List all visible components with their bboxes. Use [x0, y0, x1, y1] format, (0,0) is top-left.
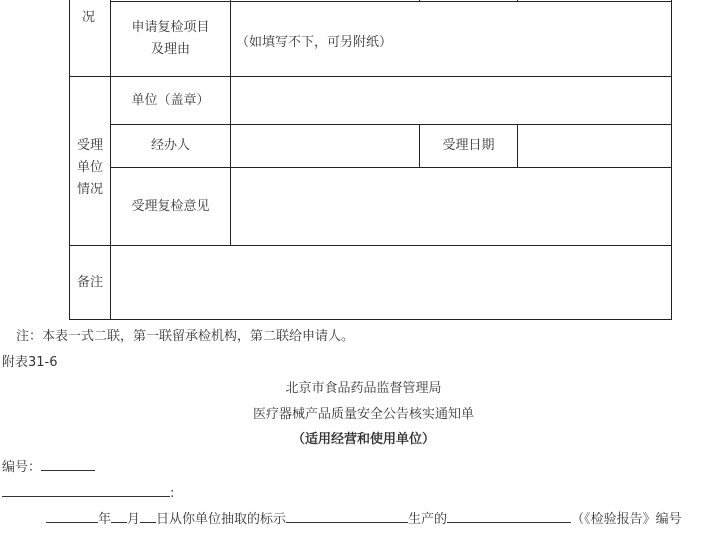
recheck-items-label-line1: 申请复检项目 [131, 20, 210, 35]
produced-text: 生产的 [408, 512, 448, 527]
notice-body-line [46, 508, 682, 527]
recheck-items-label-line2: 及理由 [150, 42, 190, 57]
number-field[interactable] [41, 456, 95, 471]
recheck-items-label [111, 14, 230, 64]
day-field[interactable] [140, 508, 156, 523]
unit-seal-field[interactable] [231, 78, 671, 124]
day-text: 日从你单位抽取的标示 [156, 512, 287, 527]
recheck-items-hint: （如填写不下，可另附纸） [236, 35, 393, 50]
labeled-product-field[interactable] [286, 508, 408, 523]
year-field[interactable] [46, 508, 98, 523]
remarks-label: 备注 [76, 274, 103, 290]
month-field[interactable] [111, 508, 127, 523]
recipient-colon: : [170, 486, 175, 501]
report-number-text: （《检验报告》编号 [571, 512, 682, 527]
section-label-line3: 情况 [76, 182, 103, 197]
remarks-field[interactable] [111, 246, 671, 319]
acceptance-section-label [70, 124, 110, 212]
acceptance-date-label: 受理日期 [442, 138, 495, 153]
acceptance-date-field[interactable] [518, 125, 671, 167]
recipient-field[interactable] [2, 482, 170, 497]
table-note: 注：本表一式二联，第一联留承检机构，第二联给申请人。 [16, 329, 355, 344]
month-label: 月 [127, 512, 141, 527]
notice-title: 医疗器械产品质量安全公告核实通知单 [252, 407, 474, 422]
recheck-opinion-field[interactable] [231, 168, 671, 245]
notice-subtitle: （适用经营和使用单位） [291, 432, 435, 447]
section-label-line2: 单位 [76, 160, 103, 175]
recipient-row [2, 482, 174, 501]
unit-seal-label: 单位（盖章） [131, 92, 210, 108]
handler-label: 经办人 [150, 138, 190, 153]
year-label: 年 [98, 512, 112, 527]
product-name-field[interactable] [447, 508, 571, 523]
issuing-org: 北京市食品药品监督管理局 [285, 381, 442, 396]
number-row [2, 456, 95, 475]
number-label: 编号： [2, 460, 42, 475]
appendix-label: 附表31-6 [2, 355, 58, 370]
section-label-line1: 受理 [76, 138, 103, 153]
handler-field[interactable] [231, 125, 419, 167]
partial-section-label: 况 [82, 10, 96, 25]
recheck-opinion-label: 受理复检意见 [131, 198, 210, 214]
